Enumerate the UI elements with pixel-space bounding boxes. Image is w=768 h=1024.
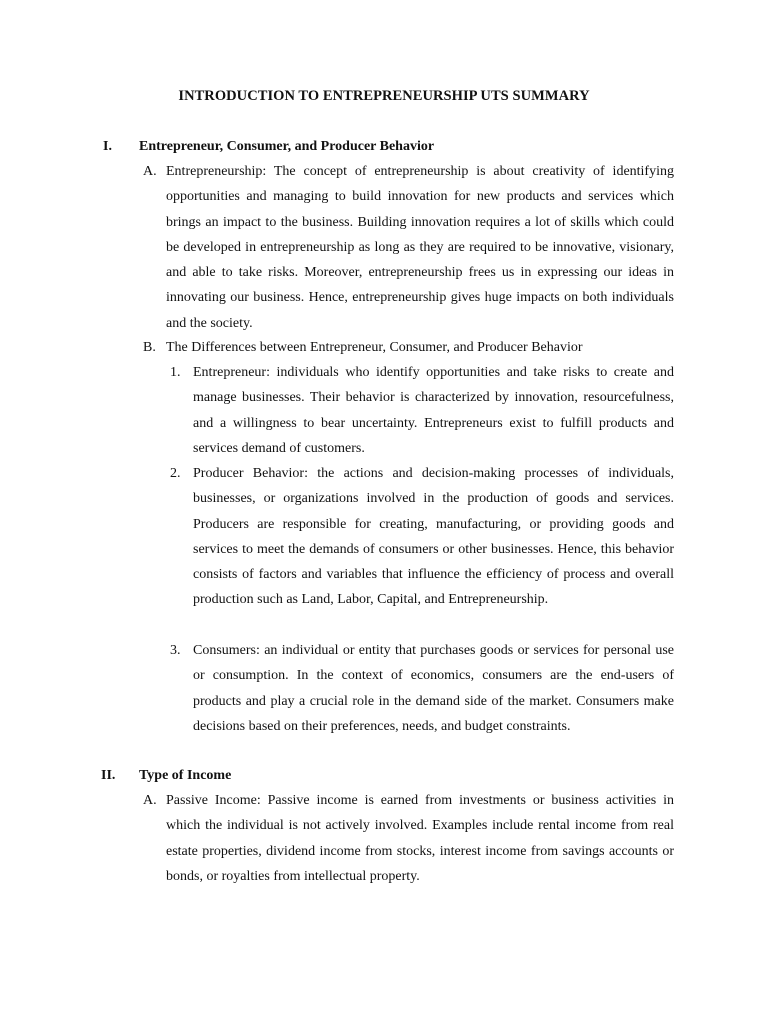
section-heading: Type of Income xyxy=(139,768,232,783)
sublist-marker: 3. xyxy=(170,643,181,658)
sublist-marker: 1. xyxy=(170,365,181,380)
section-numeral: II. xyxy=(101,768,116,783)
sublist-item-text: Producer Behavior: the actions and decision-making processes of individuals, businesses, or organizations involved in the production of goods and services. Producers are responsible for creating, manufacturing, or providing goods and services to meet the demands of consumers or other businesses. Hence, this behavior consists of factors and variables that influence the efficiency of process and overall production such as Land, Labor, Capital, and Entrepreneurship. xyxy=(193,466,674,608)
list-marker: A. xyxy=(143,793,157,808)
sublist-marker: 2. xyxy=(170,466,181,481)
list-item-text: Passive Income: Passive income is earned from investments or business activities in which the individual is not actively involved. Examples include rental income from real estate properties, dividend income from stocks, interest income from savings accounts or bonds, or royalties from intellectual property. xyxy=(166,793,674,884)
list-marker: A. xyxy=(143,164,157,179)
document-title: INTRODUCTION TO ENTREPRENEURSHIP UTS SUMMARY xyxy=(178,88,590,104)
list-item-text: Entrepreneurship: The concept of entrepreneurship is about creativity of identifying opportunities and managing to build innovation for new products and services which brings an impact to the business. Building innovation requires a lot of skills which could be developed in entrepreneurship as long as they are required to be innovative, visionary, and able to take risks. Moreover, entrepreneurship frees us in expressing our ideas in innovating our business. Hence, entrepreneurship gives huge impacts on both individuals and the society. xyxy=(166,164,674,331)
sublist-item-text: Consumers: an individual or entity that purchases goods or services for personal use or consumption. In the context of economics, consumers are the end-users of products and play a crucial role in the demand side of the market. Consumers make decisions based on their preferences, needs, and budget constraints. xyxy=(193,643,674,734)
sublist-item-text: Entrepreneur: individuals who identify opportunities and take risks to create and manage businesses. Their behavior is characterized by innovation, resourcefulness, and a willingness to bear uncertainty. Entrepreneurs exist to fulfill products and services demand of customers. xyxy=(193,365,674,456)
section-heading: Entrepreneur, Consumer, and Producer Behavior xyxy=(139,139,435,154)
list-marker: B. xyxy=(143,340,156,355)
section-numeral: I. xyxy=(103,139,112,154)
list-item-text: The Differences between Entrepreneur, Consumer, and Producer Behavior xyxy=(166,340,583,355)
